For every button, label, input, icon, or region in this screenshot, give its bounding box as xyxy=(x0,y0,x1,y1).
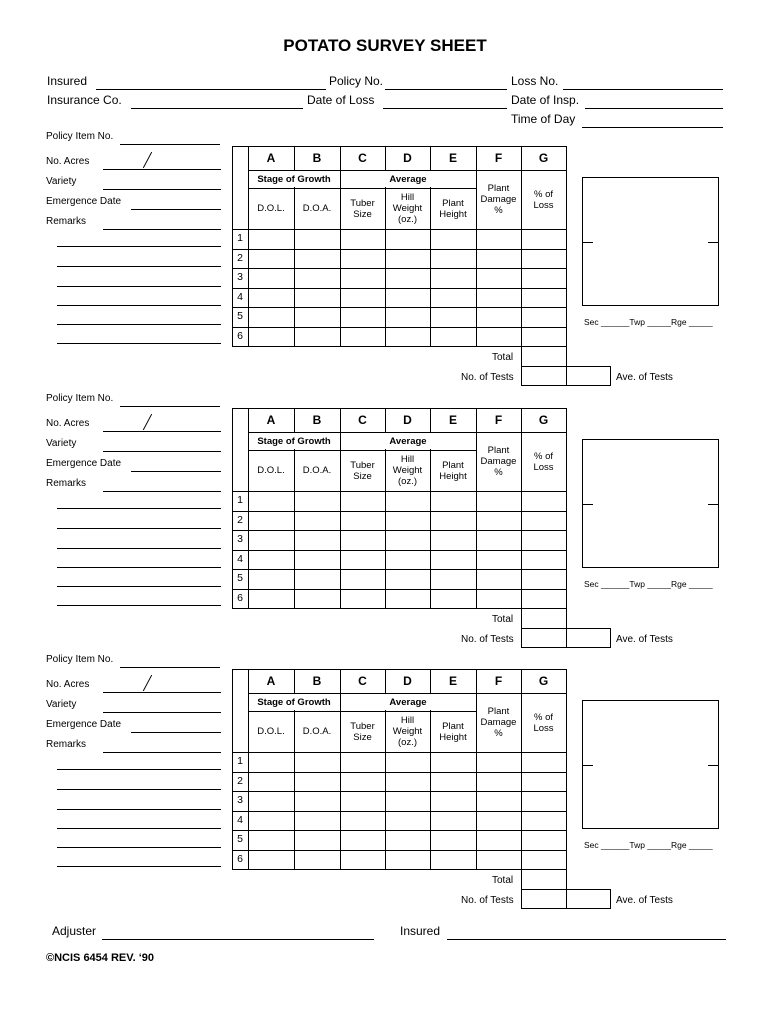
emergence-date-label: Emergence Date xyxy=(46,719,122,730)
table-cell[interactable] xyxy=(522,773,565,791)
hill-weight-header: Hill Weight (oz.) xyxy=(392,715,423,748)
table-cell[interactable] xyxy=(431,512,475,530)
policy-item-no-field[interactable] xyxy=(120,394,220,407)
column-d-header: D xyxy=(403,412,412,427)
table-cell[interactable] xyxy=(477,328,520,346)
table-cell[interactable] xyxy=(295,812,339,830)
remarks-line[interactable] xyxy=(57,769,221,770)
row-number: 1 xyxy=(237,494,243,507)
remarks-label: Remarks xyxy=(46,216,87,227)
ave-of-tests-box[interactable] xyxy=(566,889,611,909)
column-a-header: A xyxy=(266,673,276,688)
row-number: 1 xyxy=(237,232,243,245)
table-cell[interactable] xyxy=(249,250,293,268)
table-cell[interactable] xyxy=(386,753,429,771)
remarks-line[interactable] xyxy=(57,324,221,325)
table-cell[interactable] xyxy=(431,289,475,307)
doa-header: D.O.A. xyxy=(302,726,332,737)
table-cell[interactable] xyxy=(431,851,475,869)
plant-height-header: Plant Height xyxy=(439,197,467,220)
doa-header: D.O.A. xyxy=(302,465,332,476)
total-box[interactable] xyxy=(521,608,567,629)
table-cell[interactable] xyxy=(431,812,475,830)
column-c-header: C xyxy=(358,412,367,427)
adjuster-signature-field[interactable] xyxy=(102,927,374,940)
remarks-label: Remarks xyxy=(46,739,87,750)
total-box[interactable] xyxy=(521,346,567,367)
no-acres-field[interactable] xyxy=(103,419,221,432)
ave-of-tests-box[interactable] xyxy=(566,628,611,648)
table-cell[interactable] xyxy=(477,492,520,510)
location-diagram-box[interactable] xyxy=(582,700,719,829)
policy-no-field[interactable] xyxy=(385,77,507,90)
table-cell[interactable] xyxy=(431,492,475,510)
remarks-line[interactable] xyxy=(57,528,221,529)
table-cell[interactable] xyxy=(431,531,475,549)
table-cell[interactable] xyxy=(295,250,339,268)
policy-item-no-label: Policy Item No. xyxy=(46,393,114,404)
column-b-header: B xyxy=(312,412,322,427)
table-cell[interactable] xyxy=(477,792,520,810)
table-cell[interactable] xyxy=(386,792,429,810)
table-cell[interactable] xyxy=(249,308,293,326)
remarks-line[interactable] xyxy=(57,605,221,606)
table-cell[interactable] xyxy=(431,551,475,569)
date-of-insp-field[interactable] xyxy=(585,96,723,109)
column-d-header: D xyxy=(403,673,412,688)
remarks-label: Remarks xyxy=(46,478,87,489)
no-acres-field[interactable] xyxy=(103,680,221,693)
table-cell[interactable] xyxy=(477,773,520,791)
table-cell[interactable] xyxy=(341,792,384,810)
table-cell[interactable] xyxy=(249,289,293,307)
remarks-field[interactable] xyxy=(103,740,221,753)
tuber-size-header: Tuber Size xyxy=(350,459,375,482)
table-cell[interactable] xyxy=(522,250,565,268)
policy-item-no-label: Policy Item No. xyxy=(46,654,114,665)
column-e-header: E xyxy=(448,673,457,688)
remarks-line[interactable] xyxy=(57,286,221,287)
table-cell[interactable] xyxy=(249,792,293,810)
loss-no-label: Loss No. xyxy=(511,74,559,88)
row-number: 2 xyxy=(237,251,243,264)
date-of-loss-field[interactable] xyxy=(383,96,507,109)
table-cell[interactable] xyxy=(249,492,293,510)
table-cell[interactable] xyxy=(249,773,293,791)
table-cell[interactable] xyxy=(477,250,520,268)
table-cell[interactable] xyxy=(477,812,520,830)
table-cell[interactable] xyxy=(295,590,339,608)
table-cell[interactable] xyxy=(431,308,475,326)
remarks-line[interactable] xyxy=(57,828,221,829)
insured-field[interactable] xyxy=(96,77,326,90)
pct-loss-header: % of Loss xyxy=(533,450,554,473)
table-cell[interactable] xyxy=(386,250,429,268)
table-cell[interactable] xyxy=(249,753,293,771)
hill-weight-header: Hill Weight (oz.) xyxy=(392,192,423,225)
table-cell[interactable] xyxy=(477,531,520,549)
table-cell[interactable] xyxy=(431,269,475,287)
tuber-size-header: Tuber Size xyxy=(350,197,375,220)
column-g-header: G xyxy=(538,412,549,427)
column-g-header: G xyxy=(538,150,549,165)
variety-field[interactable] xyxy=(103,177,221,190)
table-cell[interactable] xyxy=(477,753,520,771)
stage-of-growth-header: Stage of Growth xyxy=(257,435,331,447)
table-cell[interactable] xyxy=(386,492,429,510)
table-cell[interactable] xyxy=(386,230,429,248)
table-cell[interactable] xyxy=(295,328,339,346)
remarks-field[interactable] xyxy=(103,479,221,492)
sec-twp-rge-label: Sec ______Twp _____Rge _____ xyxy=(584,840,713,850)
column-b-header: B xyxy=(312,673,322,688)
dol-header: D.O.L. xyxy=(257,203,285,214)
column-d-header: D xyxy=(403,150,412,165)
average-header: Average xyxy=(389,173,427,185)
row-number: 2 xyxy=(237,513,243,526)
table-cell[interactable] xyxy=(249,570,293,588)
diagram-tick-right xyxy=(708,765,719,766)
table-cell[interactable] xyxy=(477,851,520,869)
table-cell[interactable] xyxy=(249,831,293,849)
stage-of-growth-header: Stage of Growth xyxy=(257,173,331,185)
row-number: 3 xyxy=(237,271,243,284)
table-cell[interactable] xyxy=(477,590,520,608)
form-id: ©NCIS 6454 REV. ‘90 xyxy=(46,952,154,964)
column-a-header: A xyxy=(266,412,276,427)
table-cell[interactable] xyxy=(386,269,429,287)
table-cell[interactable] xyxy=(522,512,565,530)
table-cell[interactable] xyxy=(522,831,565,849)
column-f-header: F xyxy=(494,412,503,427)
total-label: Total xyxy=(492,614,514,625)
table-cell[interactable] xyxy=(522,792,565,810)
column-b-header: B xyxy=(312,150,322,165)
location-diagram-box[interactable] xyxy=(582,439,719,568)
table-cell[interactable] xyxy=(386,590,429,608)
table-cell[interactable] xyxy=(477,831,520,849)
stage-of-growth-header: Stage of Growth xyxy=(257,696,331,708)
table-cell[interactable] xyxy=(522,289,565,307)
pct-loss-header: % of Loss xyxy=(533,188,554,211)
table-cell[interactable] xyxy=(249,230,293,248)
policy-item-no-field[interactable] xyxy=(120,655,220,668)
total-label: Total xyxy=(492,875,514,886)
policy-item-no-label: Policy Item No. xyxy=(46,131,114,142)
variety-field[interactable] xyxy=(103,439,221,452)
table-cell[interactable] xyxy=(295,773,339,791)
table-cell[interactable] xyxy=(295,753,339,771)
row-number: 6 xyxy=(237,591,243,604)
hill-weight-header: Hill Weight (oz.) xyxy=(392,454,423,487)
sec-twp-rge-label: Sec ______Twp _____Rge _____ xyxy=(584,317,713,327)
no-of-tests-box[interactable] xyxy=(521,366,567,386)
remarks-line[interactable] xyxy=(57,809,221,810)
location-diagram-box[interactable] xyxy=(582,177,719,306)
plant-damage-header: Plant Damage % xyxy=(480,445,517,478)
average-header: Average xyxy=(389,435,427,447)
insured-label: Insured xyxy=(47,74,88,88)
emergence-date-field[interactable] xyxy=(131,720,221,733)
sec-twp-rge-label: Sec ______Twp _____Rge _____ xyxy=(584,579,713,589)
column-e-header: E xyxy=(448,412,457,427)
row-number: 4 xyxy=(237,290,243,303)
table-cell[interactable] xyxy=(477,570,520,588)
row-number: 4 xyxy=(237,552,243,565)
table-cell[interactable] xyxy=(522,812,565,830)
diagram-tick-left xyxy=(582,765,593,766)
table-cell[interactable] xyxy=(431,250,475,268)
table-cell[interactable] xyxy=(295,531,339,549)
date-of-insp-label: Date of Insp. xyxy=(511,93,580,107)
insured-signature-field[interactable] xyxy=(447,927,726,940)
insurance-co-label: Insurance Co. xyxy=(47,93,122,107)
row-number: 6 xyxy=(237,329,243,342)
remarks-line[interactable] xyxy=(57,508,221,509)
column-f-header: F xyxy=(494,150,503,165)
table-cell[interactable] xyxy=(431,590,475,608)
row-number: 3 xyxy=(237,533,243,546)
table-cell[interactable] xyxy=(522,269,565,287)
table-cell[interactable] xyxy=(386,831,429,849)
table-cell[interactable] xyxy=(477,308,520,326)
no-of-tests-box[interactable] xyxy=(521,889,567,909)
row-number: 4 xyxy=(237,813,243,826)
column-c-header: C xyxy=(358,150,367,165)
table-cell[interactable] xyxy=(341,308,384,326)
adjuster-label: Adjuster xyxy=(52,924,97,938)
column-c-header: C xyxy=(358,673,367,688)
column-e-header: E xyxy=(448,150,457,165)
table-cell[interactable] xyxy=(295,792,339,810)
table-cell[interactable] xyxy=(295,570,339,588)
table-cell[interactable] xyxy=(341,851,384,869)
diagram-tick-left xyxy=(582,504,593,505)
table-cell[interactable] xyxy=(249,851,293,869)
table-cell[interactable] xyxy=(522,590,565,608)
row-number: 2 xyxy=(237,774,243,787)
form-title: POTATO SURVEY SHEET xyxy=(283,36,487,55)
dol-header: D.O.L. xyxy=(257,465,285,476)
table-cell[interactable] xyxy=(431,570,475,588)
table-cell[interactable] xyxy=(431,753,475,771)
no-acres-field[interactable] xyxy=(103,157,221,170)
pct-loss-header: % of Loss xyxy=(533,711,554,734)
table-cell[interactable] xyxy=(522,551,565,569)
loss-no-field[interactable] xyxy=(563,77,723,90)
table-cell[interactable] xyxy=(522,328,565,346)
table-cell[interactable] xyxy=(249,328,293,346)
table-cell[interactable] xyxy=(341,492,384,510)
total-label: Total xyxy=(492,352,514,363)
emergence-date-label: Emergence Date xyxy=(46,196,122,207)
table-cell[interactable] xyxy=(341,531,384,549)
table-cell[interactable] xyxy=(522,753,565,771)
table-cell[interactable] xyxy=(522,531,565,549)
date-of-loss-label: Date of Loss xyxy=(307,93,375,107)
variety-label: Variety xyxy=(46,438,77,449)
table-cell[interactable] xyxy=(522,851,565,869)
total-box[interactable] xyxy=(521,869,567,890)
table-cell[interactable] xyxy=(341,570,384,588)
insurance-co-field[interactable] xyxy=(131,96,303,109)
table-cell[interactable] xyxy=(386,851,429,869)
row-number: 3 xyxy=(237,794,243,807)
no-acres-label: No. Acres xyxy=(46,418,90,429)
average-header: Average xyxy=(389,696,427,708)
table-cell[interactable] xyxy=(295,512,339,530)
plant-height-header: Plant Height xyxy=(439,720,467,743)
table-cell[interactable] xyxy=(386,812,429,830)
table-cell[interactable] xyxy=(341,773,384,791)
row-number: 1 xyxy=(237,755,243,768)
column-a-header: A xyxy=(266,150,276,165)
table-cell[interactable] xyxy=(386,308,429,326)
table-cell[interactable] xyxy=(341,551,384,569)
no-of-tests-label: No. of Tests xyxy=(461,634,514,645)
dol-header: D.O.L. xyxy=(257,726,285,737)
emergence-date-field[interactable] xyxy=(131,197,221,210)
remarks-line[interactable] xyxy=(57,567,221,568)
ave-of-tests-label: Ave. of Tests xyxy=(616,634,673,645)
no-of-tests-label: No. of Tests xyxy=(461,895,514,906)
variety-field[interactable] xyxy=(103,700,221,713)
table-cell[interactable] xyxy=(522,308,565,326)
table-cell[interactable] xyxy=(249,512,293,530)
table-cell[interactable] xyxy=(341,230,384,248)
remarks-line[interactable] xyxy=(57,548,221,549)
no-acres-label: No. Acres xyxy=(46,679,90,690)
table-cell[interactable] xyxy=(295,831,339,849)
table-cell[interactable] xyxy=(295,289,339,307)
table-cell[interactable] xyxy=(295,308,339,326)
table-cell[interactable] xyxy=(386,328,429,346)
table-cell[interactable] xyxy=(249,812,293,830)
emergence-date-label: Emergence Date xyxy=(46,458,122,469)
row-number: 5 xyxy=(237,572,243,585)
table-cell[interactable] xyxy=(341,269,384,287)
ave-of-tests-label: Ave. of Tests xyxy=(616,895,673,906)
remarks-line[interactable] xyxy=(57,246,221,247)
column-g-header: G xyxy=(538,673,549,688)
table-cell[interactable] xyxy=(249,531,293,549)
table-cell[interactable] xyxy=(341,328,384,346)
table-cell[interactable] xyxy=(431,328,475,346)
no-of-tests-box[interactable] xyxy=(521,628,567,648)
table-cell[interactable] xyxy=(341,753,384,771)
table-cell[interactable] xyxy=(295,230,339,248)
table-cell[interactable] xyxy=(431,792,475,810)
table-cell[interactable] xyxy=(295,551,339,569)
remarks-line[interactable] xyxy=(57,266,221,267)
table-cell[interactable] xyxy=(522,492,565,510)
remarks-field[interactable] xyxy=(103,217,221,230)
table-cell[interactable] xyxy=(477,512,520,530)
table-cell[interactable] xyxy=(249,551,293,569)
row-number: 5 xyxy=(237,310,243,323)
policy-no-label: Policy No. xyxy=(329,74,384,88)
column-f-header: F xyxy=(494,673,503,688)
table-cell[interactable] xyxy=(295,851,339,869)
remarks-line[interactable] xyxy=(57,586,221,587)
tuber-size-header: Tuber Size xyxy=(350,720,375,743)
table-cell[interactable] xyxy=(249,590,293,608)
table-cell[interactable] xyxy=(341,250,384,268)
diagram-tick-right xyxy=(708,242,719,243)
table-cell[interactable] xyxy=(386,570,429,588)
table-cell[interactable] xyxy=(477,551,520,569)
table-cell[interactable] xyxy=(249,269,293,287)
table-cell[interactable] xyxy=(295,269,339,287)
ave-of-tests-label: Ave. of Tests xyxy=(616,372,673,383)
table-cell[interactable] xyxy=(386,289,429,307)
plant-damage-header: Plant Damage % xyxy=(480,183,517,216)
plant-damage-header: Plant Damage % xyxy=(480,706,517,739)
table-cell[interactable] xyxy=(341,289,384,307)
remarks-line[interactable] xyxy=(57,866,221,867)
diagram-tick-left xyxy=(582,242,593,243)
table-cell[interactable] xyxy=(341,831,384,849)
doa-header: D.O.A. xyxy=(302,203,332,214)
emergence-date-field[interactable] xyxy=(131,459,221,472)
diagram-tick-right xyxy=(708,504,719,505)
table-cell[interactable] xyxy=(477,269,520,287)
table-cell[interactable] xyxy=(341,590,384,608)
no-of-tests-label: No. of Tests xyxy=(461,372,514,383)
table-cell[interactable] xyxy=(477,230,520,248)
table-cell[interactable] xyxy=(477,289,520,307)
row-number: 5 xyxy=(237,833,243,846)
table-cell[interactable] xyxy=(341,512,384,530)
no-acres-label: No. Acres xyxy=(46,156,90,167)
plant-height-header: Plant Height xyxy=(439,459,467,482)
table-cell[interactable] xyxy=(522,230,565,248)
table-cell[interactable] xyxy=(386,551,429,569)
table-cell[interactable] xyxy=(522,570,565,588)
row-number: 6 xyxy=(237,852,243,865)
table-cell[interactable] xyxy=(386,773,429,791)
table-cell[interactable] xyxy=(341,812,384,830)
table-cell[interactable] xyxy=(431,230,475,248)
table-cell[interactable] xyxy=(431,831,475,849)
remarks-line[interactable] xyxy=(57,305,221,306)
policy-item-no-field[interactable] xyxy=(120,132,220,145)
remarks-line[interactable] xyxy=(57,847,221,848)
insured-signature-label: Insured xyxy=(400,924,441,938)
variety-label: Variety xyxy=(46,176,77,187)
remarks-line[interactable] xyxy=(57,789,221,790)
ave-of-tests-box[interactable] xyxy=(566,366,611,386)
table-cell[interactable] xyxy=(386,531,429,549)
variety-label: Variety xyxy=(46,699,77,710)
table-cell[interactable] xyxy=(386,512,429,530)
table-cell[interactable] xyxy=(431,773,475,791)
time-of-day-field[interactable] xyxy=(582,115,723,128)
table-cell[interactable] xyxy=(295,492,339,510)
remarks-line[interactable] xyxy=(57,343,221,344)
time-of-day-label: Time of Day xyxy=(511,112,576,126)
